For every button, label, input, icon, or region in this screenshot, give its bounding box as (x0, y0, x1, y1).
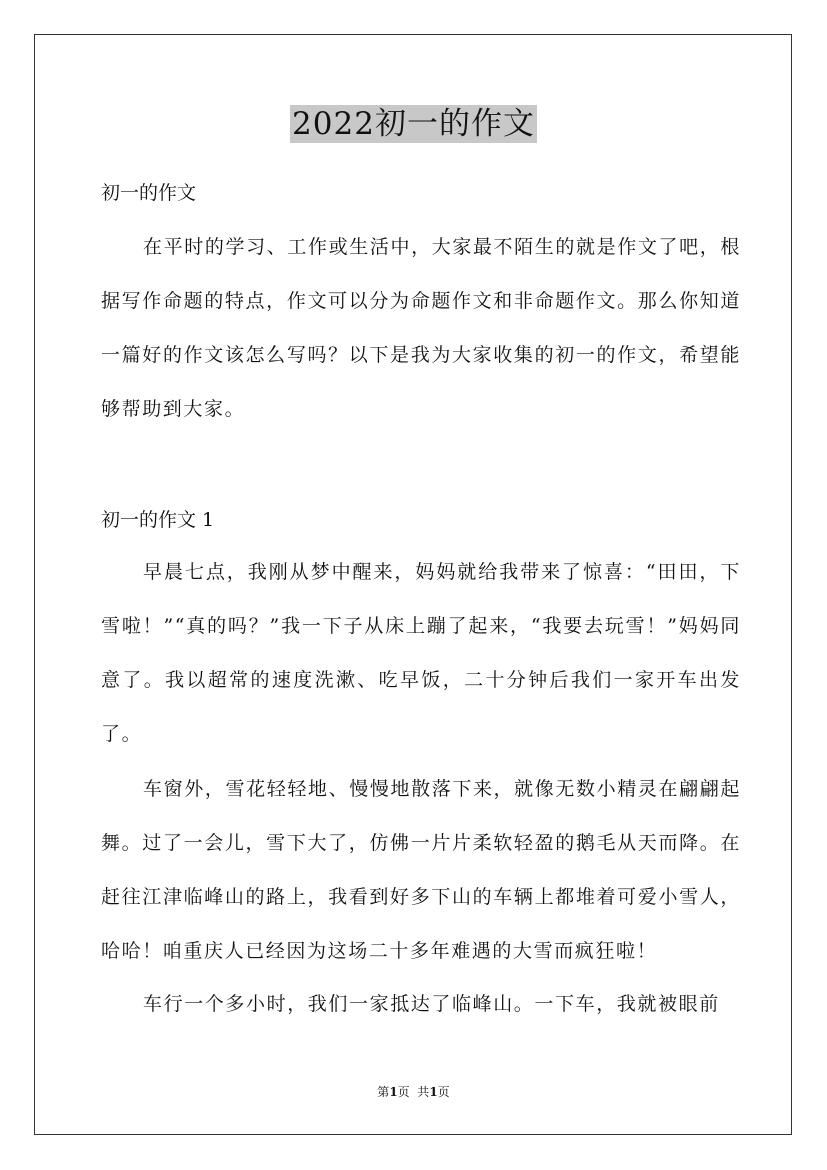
footer-total-pages: 1 (429, 1085, 438, 1099)
essay-1-paragraph-2: 车窗外，雪花轻轻地、慢慢地散落下来，就像无数小精灵在翩翩起舞。过了一会儿，雪下大了，仿佛一片片柔软轻盈的鹅毛从天而降。在赶往江津临峰山的路上，我看到好多下山的车辆上都堆着可爱小雪人，哈哈！咱重庆人已经因为这场二十多年难遇的大雪而疯狂啦！ (101, 778, 741, 962)
footer-prefix: 第 (377, 1085, 390, 1099)
page-footer (0, 1084, 827, 1100)
intro-paragraph: 在平时的学习、工作或生活中，大家最不陌生的就是作文了吧，根据写作命题的特点，作文可以分为命题作文和非命题作文。那么你知道一篇好的作文该怎么写吗？以下是我为大家收集的初一的作文，希望能够帮助到大家。 (101, 236, 741, 420)
footer-mid: 页 共 (397, 1085, 430, 1099)
section-heading-intro: 初一的作文 (101, 182, 197, 204)
document-title-text: 2022初一的作文 (292, 106, 535, 142)
footer-page-number: 1 (389, 1085, 398, 1099)
essay-1-paragraph-3: 车行一个多小时，我们一家抵达了临峰山。一下车，我就被眼前 (143, 993, 720, 1015)
document-title (0, 104, 827, 143)
essay-1-heading: 初一的作文 1 (101, 509, 215, 531)
essay-1-paragraph-1: 早晨七点，我刚从梦中醒来，妈妈就给我带来了惊喜：“田田，下雪啦！”“真的吗？”我一下子从床上蹦了起来，“我要去玩雪！”妈妈同意了。我以超常的速度洗漱、吃早饭，二十分钟后我们一家开车出发了。 (101, 561, 741, 745)
footer-suffix: 页 (437, 1085, 450, 1099)
